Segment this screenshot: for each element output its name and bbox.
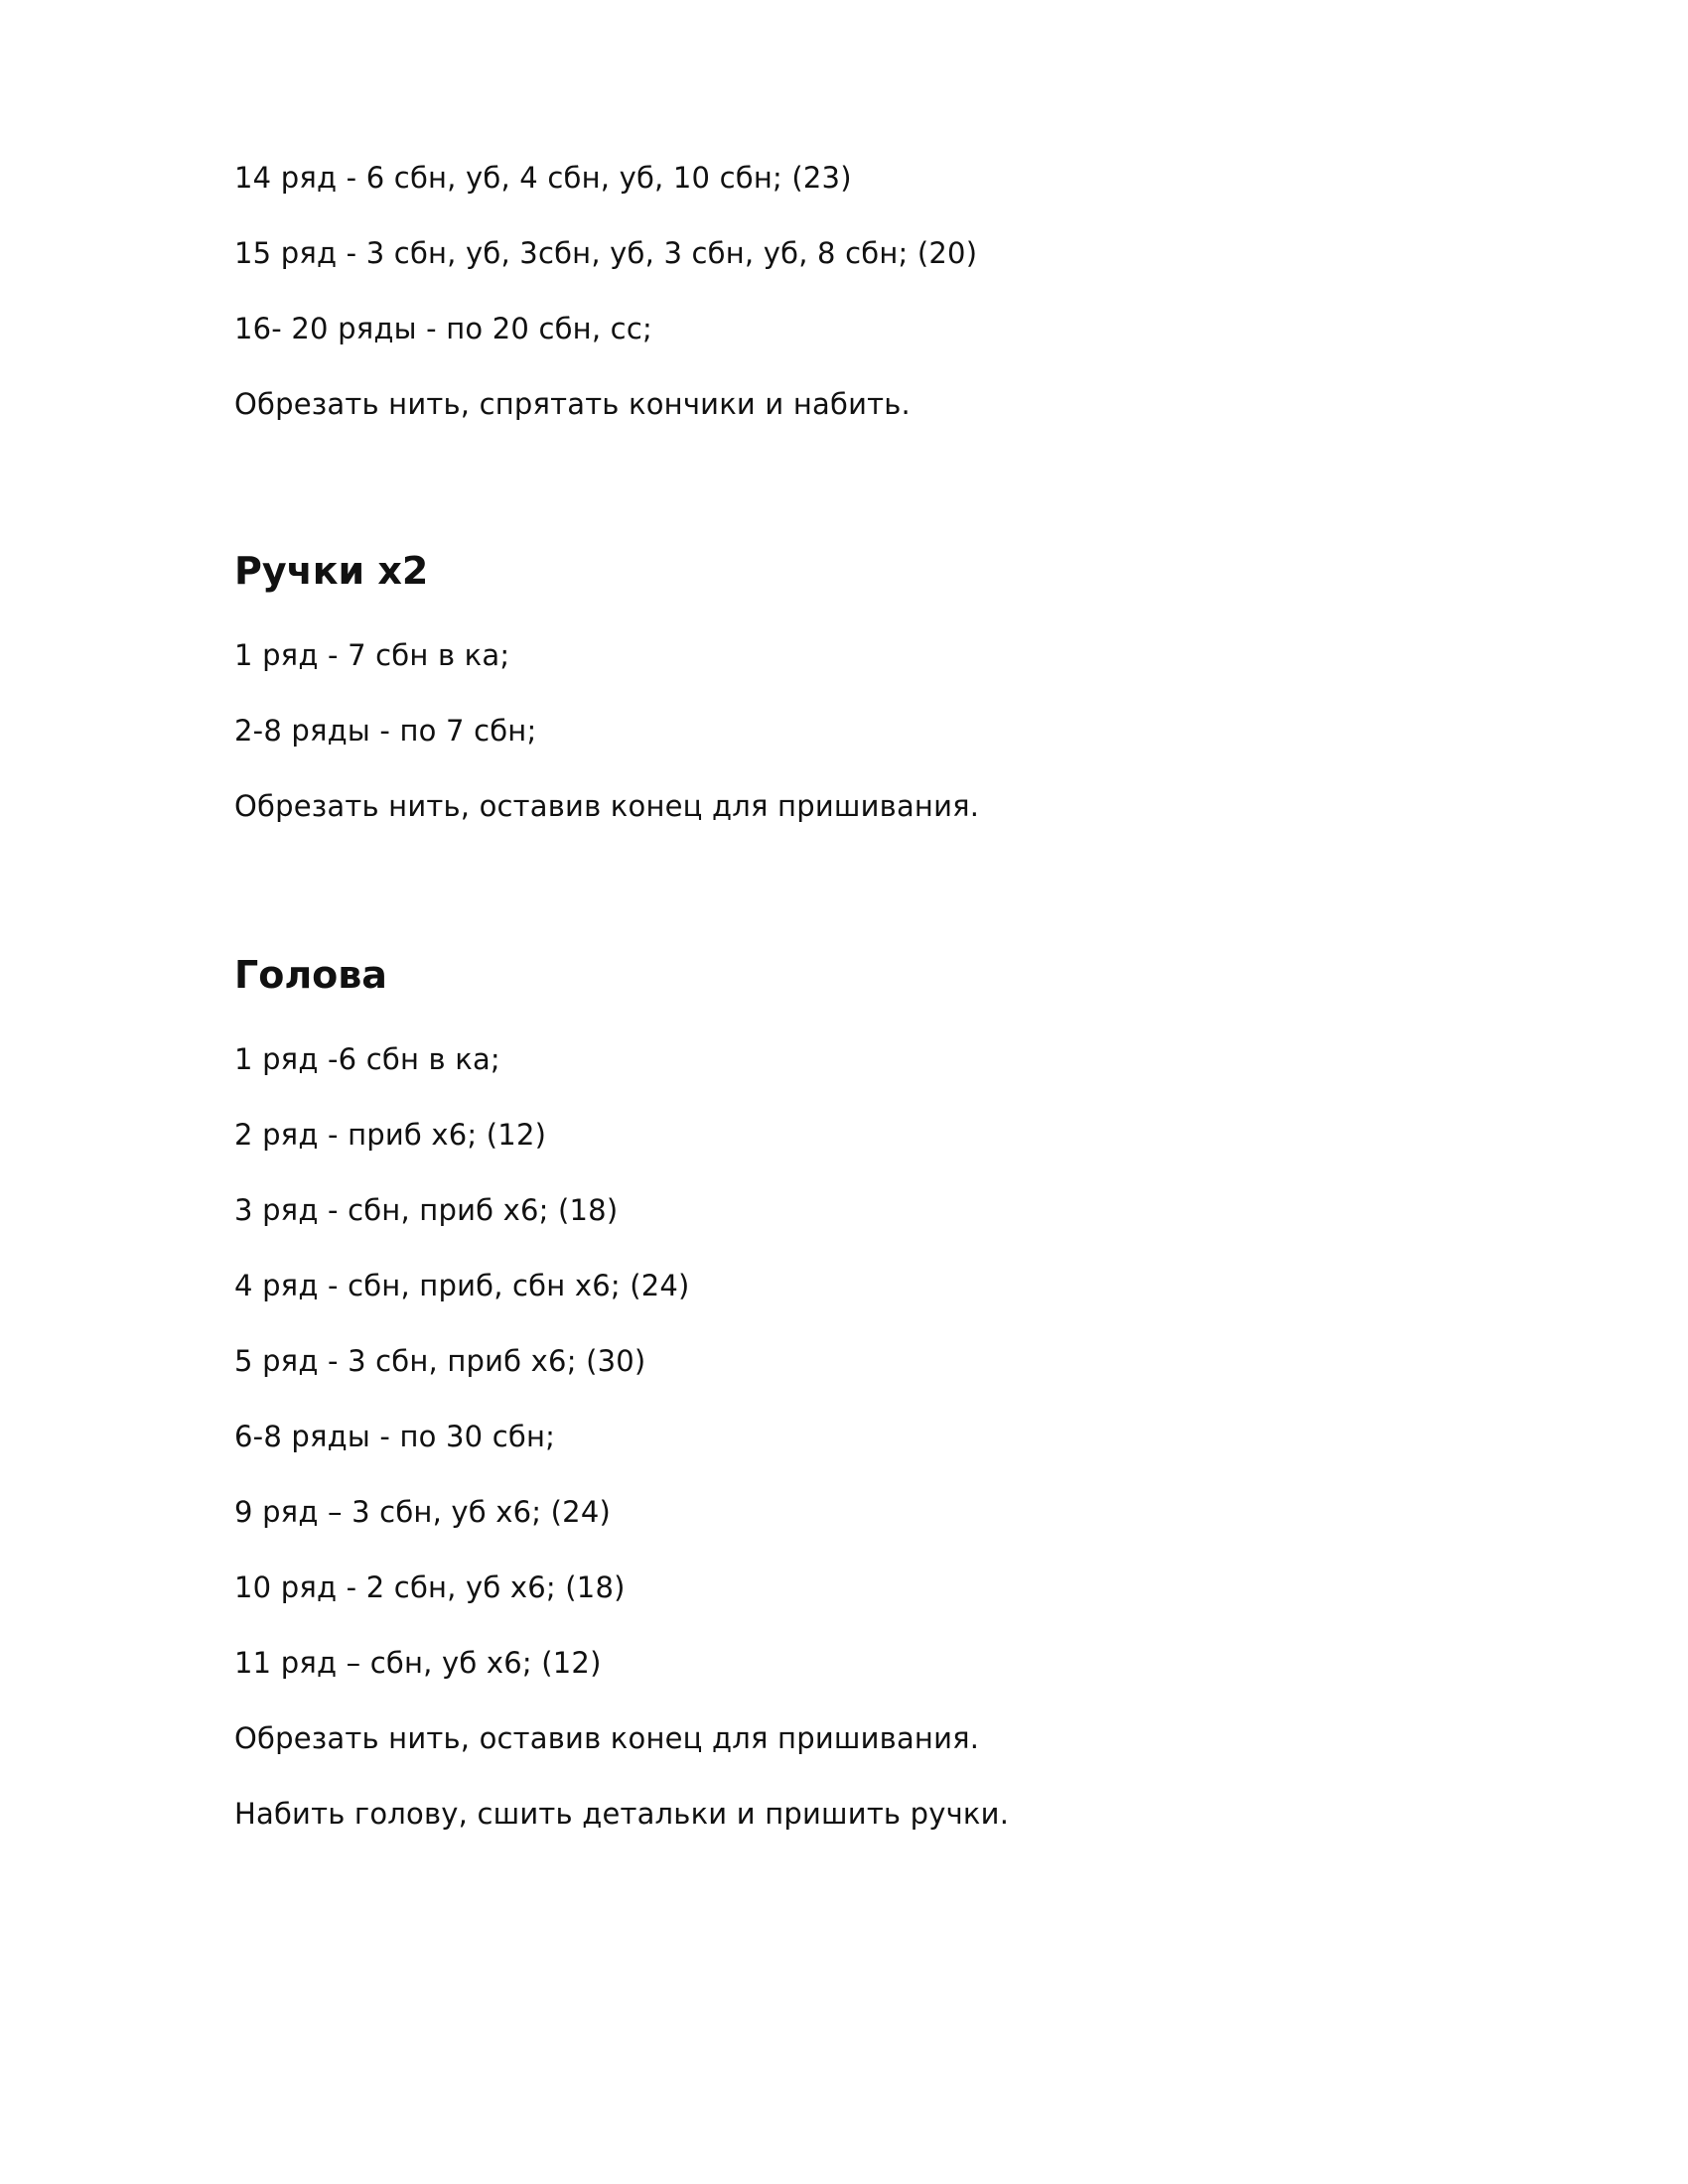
head-assembly-instruction: Набить голову, сшить детальки и пришить ручки. [234, 1797, 1010, 1831]
body-finish-instruction: Обрезать нить, спрятать кончики и набить. [234, 387, 911, 421]
head-row-2: 2 ряд - приб х6; (12) [234, 1118, 547, 1152]
head-row-5: 5 ряд - 3 сбн, приб х6; (30) [234, 1344, 646, 1378]
head-heading: Голова [234, 953, 387, 997]
arms-heading: Ручки х2 [234, 549, 429, 593]
head-row-4: 4 ряд - сбн, приб, сбн х6; (24) [234, 1269, 690, 1302]
head-rows-6-8: 6-8 ряды - по 30 сбн; [234, 1420, 556, 1453]
head-row-3: 3 ряд - сбн, приб х6; (18) [234, 1193, 619, 1227]
arms-finish-instruction: Обрезать нить, оставив конец для пришивания. [234, 789, 980, 823]
arms-rows-2-8: 2-8 ряды - по 7 сбн; [234, 714, 537, 748]
head-row-10: 10 ряд - 2 сбн, уб х6; (18) [234, 1570, 626, 1604]
head-finish-instruction: Обрезать нить, оставив конец для пришивания. [234, 1721, 980, 1755]
head-row-9: 9 ряд – 3 сбн, уб х6; (24) [234, 1495, 611, 1529]
arms-row-1: 1 ряд - 7 сбн в ка; [234, 638, 510, 672]
body-row-15: 15 ряд - 3 сбн, уб, 3сбн, уб, 3 сбн, уб, 8 сбн; (20) [234, 236, 978, 270]
body-row-14: 14 ряд - 6 сбн, уб, 4 сбн, уб, 10 сбн; (23) [234, 161, 852, 195]
body-rows-16-20: 16- 20 ряды - по 20 сбн, сс; [234, 312, 652, 345]
head-row-1: 1 ряд -6 сбн в ка; [234, 1042, 500, 1076]
head-row-11: 11 ряд – сбн, уб х6; (12) [234, 1646, 602, 1680]
